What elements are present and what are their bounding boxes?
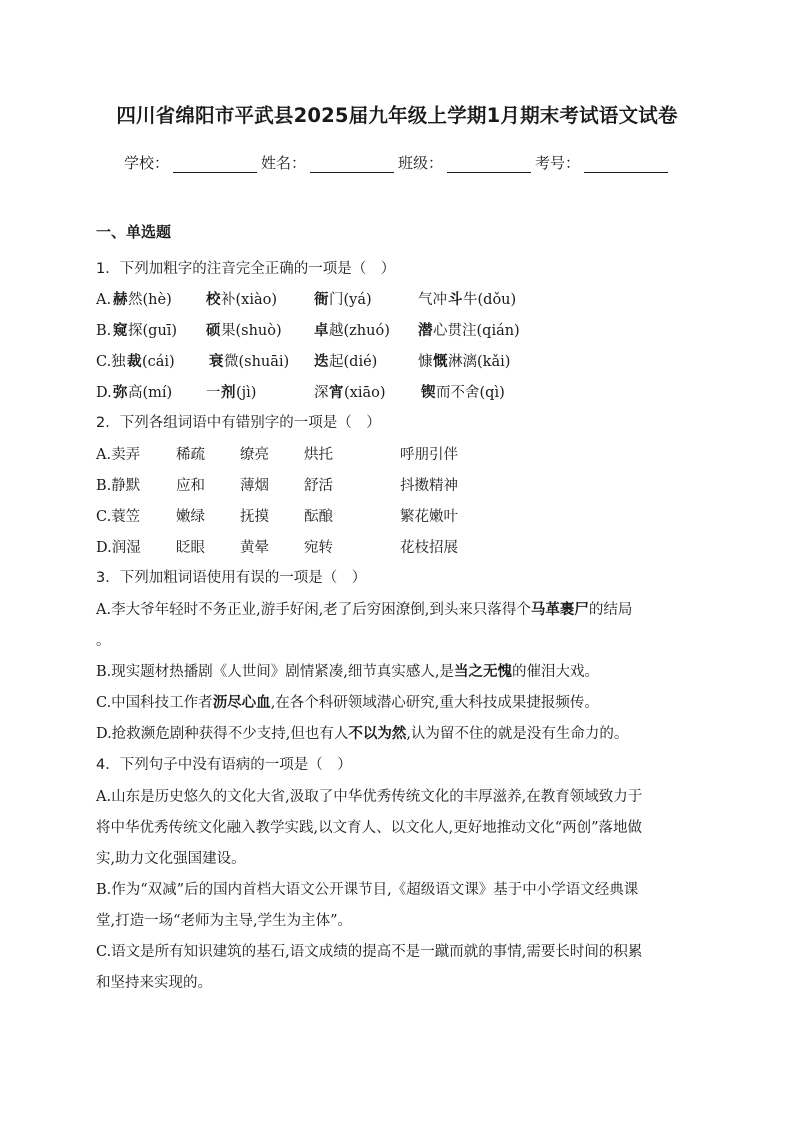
q3-option-c[interactable]: C.中国科技工作者沥尽心血,在各个科研领域潜心研究,重大科技成果捷报频传。 — [96, 694, 599, 711]
number-blank[interactable] — [584, 156, 668, 173]
q4-option-a-line-1[interactable]: A.山东是历史悠久的文化大省,汲取了中华优秀传统文化的丰厚滋养,在教育领域致力于 — [96, 789, 643, 805]
q4-option-c-line-1[interactable]: C.语文是所有知识建筑的基石,语文成绩的提高不是一蹴而就的事情,需要长时间的积累 — [96, 944, 643, 960]
q3-option-d[interactable]: D.抢救濒危剧种获得不少支持,但也有人不以为然,认为留不住的就是没有生命力的。 — [96, 725, 629, 742]
q4-option-b-line-2: 堂,打造一场“老师为主导,学生为主体”。 — [96, 913, 353, 929]
q3-option-a-tail: 。 — [96, 633, 111, 649]
school-label: 学校： — [124, 154, 170, 172]
exam-page: 四川省绵阳市平武县2025届九年级上学期1月期末考试语文试卷 学校： 姓名： 班级： 考号： 一、单选题 1．下列加粗字的注音完全正确的一项是（ ） A. 赫 然(hè) 校 补(xiào) 衙 门(yá) 气冲 斗 牛(dǒu) B. 窥 探(guī) 硕 果(shuò) 卓 越(zhuó) 潜 心贯注(qián) C.独 裁 (cái) 衰 微(shuāi) 迭 起(dié) 慷 慨 淋漓(kǎi) D. 弥 高(mí) 一 剂 (jì) 深 宵 (xiāo) 锲 而不舍(qì) 2．下列各组词语中有错别字的一项是（ ） A.卖弄 稀疏 缭亮 烘托 呼朋引伴 B.静默 应和 薄烟 舒活 抖擞精神 C.蓑笠 嫩绿 抚摸 酝酿 繁花嫩叶 D.润湿 眨眼 黄晕 宛转 花枝招展 3．下列加粗词语使用有误的一项是（ ） A.李大爷年轻时不务正业,游手好闲,老了后穷困潦倒,到头来只落得个马革裹尸的结局 。 B.现实题材热播剧《人世间》剧情紧凑,细节真实感人,是当之无愧的催泪大戏。 C.中国科技工作者沥尽心血,在各个科研领域潜心研究,重大科技成果捷报频传。 D.抢救濒危剧种获得不少支持,但也有人不以为然,认为留不住的就是没有生命力的。 4．下列句子中没有语病的一项是（ ） A.山东是历史悠久的文化大省,汲取了中华优秀传统文化的丰厚滋养,在教育领域致力于 将中华优秀传统文化融入教学实践,以文育人、以文化人,更好地推动文化“两创”落地做 实,助力文化强国建设。 B.作为“双减”后的国内首档大语文公开课节目,《超级语文课》基于中小学语文经典课 堂,打造一场“老师为主导,学生为主体”。 C.语文是所有知识建筑的基石,语文成绩的提高不是一蹴而就的事情,需要长时间的积累 和坚持来实现的。 — [0, 0, 794, 1123]
question-3-stem: 3．下列加粗词语使用有误的一项是（ ） — [96, 570, 367, 586]
q3-option-a[interactable]: A.李大爷年轻时不务正业,游手好闲,老了后穷困潦倒,到头来只落得个马革裹尸的结局 — [96, 601, 633, 618]
exam-title: 四川省绵阳市平武县2025届九年级上学期1月期末考试语文试卷 — [116, 104, 678, 127]
class-label: 班级： — [398, 154, 444, 172]
class-blank[interactable] — [447, 156, 531, 173]
q4-option-a-line-3: 实,助力文化强国建设。 — [96, 851, 246, 867]
question-4-stem: 4．下列句子中没有语病的一项是（ ） — [96, 757, 352, 773]
school-blank[interactable] — [173, 156, 257, 173]
q4-option-a-line-2: 将中华优秀传统文化融入教学实践,以文育人、以文化人,更好地推动文化“两创”落地做 — [96, 820, 643, 836]
section-heading: 一、单选题 — [96, 223, 172, 241]
question-1-stem: 1．下列加粗字的注音完全正确的一项是（ ） — [96, 261, 396, 277]
student-info-row — [124, 152, 672, 173]
q3-option-b[interactable]: B.现实题材热播剧《人世间》剧情紧凑,细节真实感人,是当之无愧的催泪大戏。 — [96, 663, 599, 680]
name-label: 姓名： — [261, 154, 307, 172]
name-blank[interactable] — [310, 156, 394, 173]
q4-option-c-line-2: 和坚持来实现的。 — [96, 975, 212, 991]
question-2-stem: 2．下列各组词语中有错别字的一项是（ ） — [96, 415, 381, 431]
q4-option-b-line-1[interactable]: B.作为“双减”后的国内首档大语文公开课节目,《超级语文课》基于中小学语文经典课 — [96, 882, 639, 898]
number-label: 考号： — [535, 154, 581, 172]
